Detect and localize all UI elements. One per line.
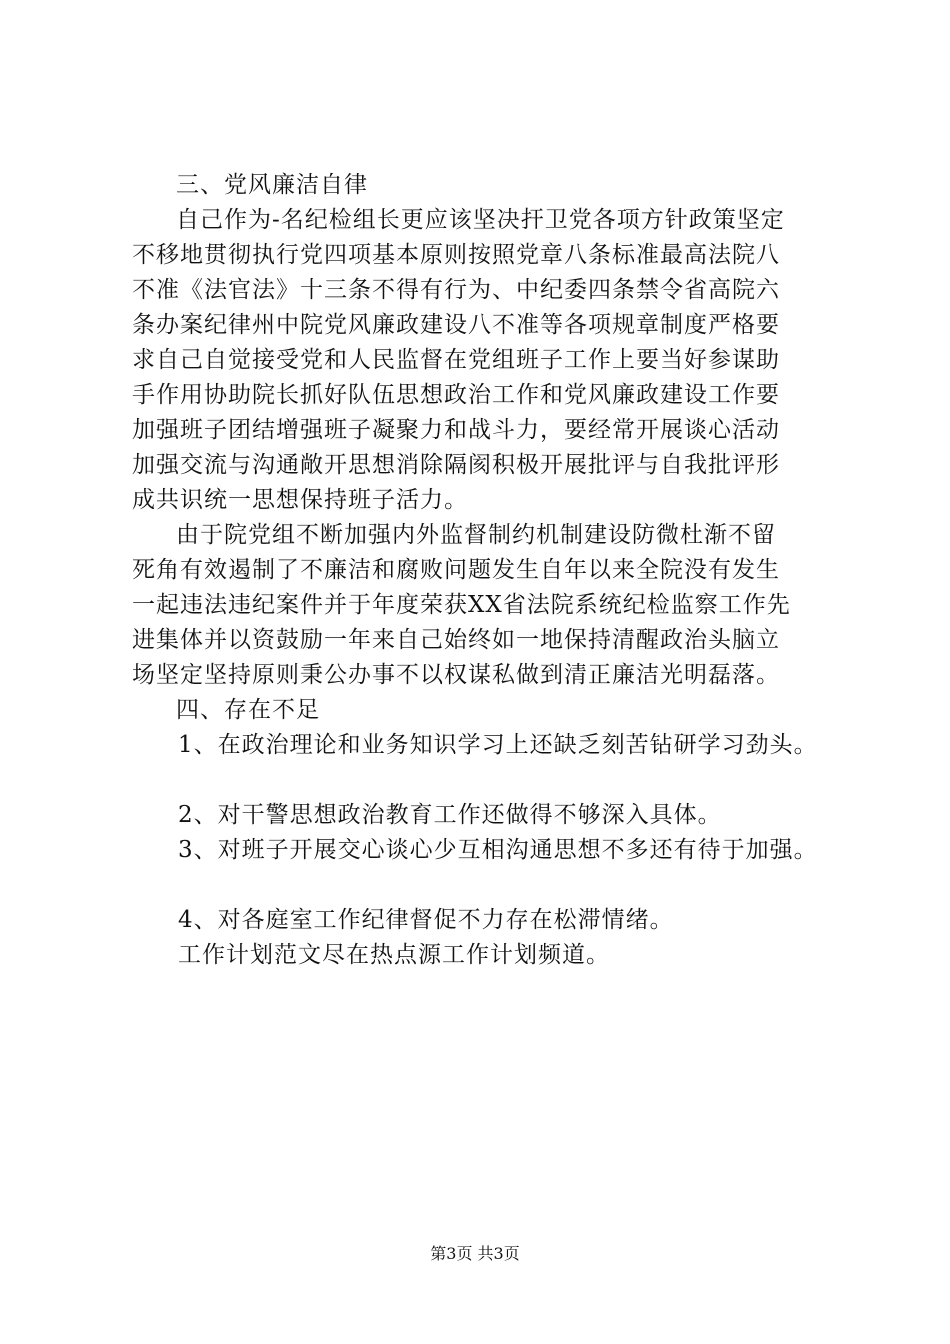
- paragraph-line: 进集体并以资鼓励一年来自己始终如一地保持清醒政治头脑立: [132, 627, 780, 653]
- paragraph-line: 加强班子团结增强班子凝聚力和战斗力，要经常开展谈心活动: [132, 417, 780, 443]
- paragraph-line: 死角有效遏制了不廉洁和腐败问题发生自年以来全院没有发生: [132, 557, 780, 583]
- paragraph-line: 场坚定坚持原则秉公办事不以权谋私做到清正廉洁光明磊落。: [132, 662, 780, 688]
- blank-line: [132, 868, 832, 903]
- blank-line: [132, 763, 832, 798]
- paragraph-line: 成共识统一思想保持班子活力。: [132, 487, 468, 513]
- paragraph-line: 不移地贯彻执行党四项基本原则按照党章八条标准最高法院八: [132, 242, 780, 268]
- list-item: 1、在政治理论和业务知识学习上还缺乏刻苦钻研学习劲头。: [178, 732, 818, 758]
- paragraph-line: 一起违法违纪案件并于年度荣获XX省法院系统纪检监察工作先: [132, 592, 791, 618]
- paragraph-line: 手作用协助院长抓好队伍思想政治工作和党风廉政建设工作要: [132, 382, 780, 408]
- paragraph-line: 加强交流与沟通敞开思想消除隔阂积极开展批评与自我批评形: [132, 452, 780, 478]
- list-item: 3、对班子开展交心谈心少互相沟通思想不多还有待于加强。: [178, 837, 818, 863]
- paragraph: [132, 518, 832, 693]
- paragraph-line: 求自己自觉接受党和人民监督在党组班子工作上要当好参谋助: [132, 347, 780, 373]
- closing-line: 工作计划范文尽在热点源工作计划频道。: [178, 942, 610, 968]
- document-body: [132, 168, 832, 973]
- section-heading: 四、存在不足: [176, 697, 320, 723]
- list-item: 4、对各庭室工作纪律督促不力存在松滞情绪。: [178, 907, 674, 933]
- paragraph-line: 不准《法官法》十三条不得有行为、中纪委四条禁令省高院六: [132, 277, 780, 303]
- list-item: 2、对干警思想政治教育工作还做得不够深入具体。: [178, 802, 722, 828]
- paragraph-line: 条办案纪律州中院党风廉政建设八不准等各项规章制度严格要: [132, 312, 780, 338]
- paragraph-line: 由于院党组不断加强内外监督制约机制建设防微杜渐不留: [176, 522, 776, 548]
- paragraph-line: 自己作为-名纪检组长更应该坚决扞卫党各项方针政策坚定: [176, 207, 785, 233]
- section-heading: 三、党风廉洁自律: [176, 172, 368, 198]
- paragraph: [132, 203, 832, 518]
- page-footer: 第3页 共3页: [430, 1244, 520, 1263]
